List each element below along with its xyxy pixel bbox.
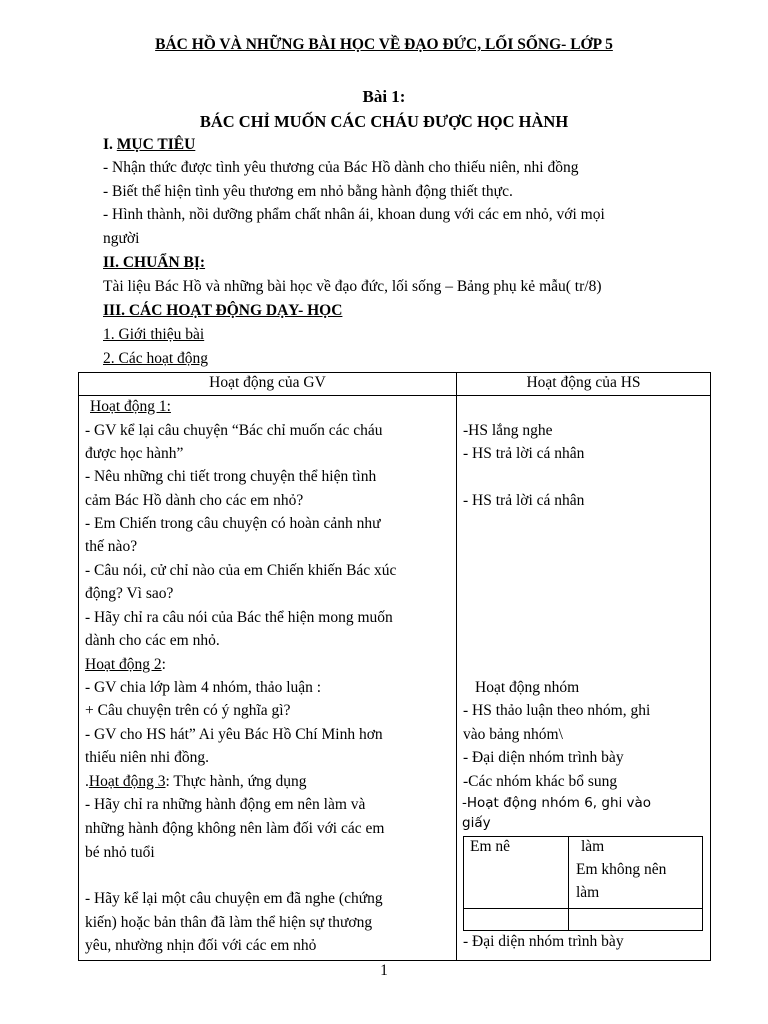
hs-line: - HS trả lời cá nhân xyxy=(463,492,585,509)
gv-line: + Câu chuyện trên có ý nghĩa gì? xyxy=(85,702,291,719)
inner-cell-should: Em nê xyxy=(470,838,511,855)
gv-line: những hành động không nên làm đối với các em xyxy=(85,820,385,837)
gv-line: yêu, nhường nhịn đối với các em nhỏ xyxy=(85,937,317,954)
section2-heading: II. CHUẨN BỊ: xyxy=(103,254,206,271)
gv-line: - GV chia lớp làm 4 nhóm, thảo luận : xyxy=(85,679,322,696)
hs-line: - HS trả lời cá nhân xyxy=(463,445,585,462)
activity-2-colon: : xyxy=(161,656,166,673)
page-number: 1 xyxy=(380,962,388,979)
table-border-bottom xyxy=(78,960,711,961)
hs-line: giấy xyxy=(462,815,491,831)
section2-text: Tài liệu Bác Hồ và những bài học về đạo đức, lối sống – Bảng phụ kẻ mẫu( tr/8) xyxy=(103,278,602,295)
gv-line: - GV kể lại câu chuyện “Bác chỉ muốn các cháu xyxy=(85,422,383,439)
objective-item: người xyxy=(103,230,140,247)
section3-heading: III. CÁC HOẠT ĐỘNG DẠY- HỌC xyxy=(103,302,343,319)
hs-line: - Đại diện nhóm trình bày xyxy=(463,749,624,766)
gv-line: kiến) hoặc bản thân đã làm thể hiện sự thương xyxy=(85,914,373,931)
inner-cell-line: làm xyxy=(576,884,600,901)
gv-line: động? Vì sao? xyxy=(85,585,174,602)
table-border-top xyxy=(78,372,711,373)
gv-line: - Hãy chỉ ra những hành động em nên làm và xyxy=(85,796,366,813)
activity-3-label: Hoạt động 3 xyxy=(88,773,166,790)
gv-line: - GV cho HS hát” Ai yêu Bác Hồ Chí Minh hơn xyxy=(85,726,383,743)
activity-2-label: Hoạt động 2 xyxy=(85,656,162,673)
inner-cell-line: Em không nên xyxy=(576,861,667,878)
gv-line: thế nào? xyxy=(85,538,138,555)
hs-line: Hoạt động nhóm xyxy=(475,679,580,696)
table-border-right xyxy=(710,372,711,961)
gv-line: cảm Bác Hồ dành cho các em nhỏ? xyxy=(85,492,304,509)
objective-item: - Nhận thức được tình yêu thương của Bác Hồ dành cho thiếu niên, nhi đồng xyxy=(103,159,579,176)
table-column-divider xyxy=(456,372,457,961)
inner-table-top xyxy=(463,836,703,837)
inner-table-bottom xyxy=(463,930,703,931)
inner-table-middle xyxy=(463,908,703,909)
activity-1-title: Hoạt động 1: xyxy=(90,398,171,415)
objective-item: - Hình thành, nồi dưỡng phẩm chất nhân ái, khoan dung với các em nhỏ, với mọi xyxy=(103,206,605,223)
section3-sub1: 1. Giới thiệu bài xyxy=(103,326,205,343)
section3-sub2: 2. Các hoạt động xyxy=(103,350,209,367)
activity-3-title xyxy=(85,773,306,791)
gv-line: - Hãy chỉ ra câu nói của Bác thể hiện mong muốn xyxy=(85,609,393,626)
inner-table-divider xyxy=(568,836,569,931)
objective-item: - Biết thể hiện tình yêu thương em nhỏ bằng hành động thiết thực. xyxy=(103,183,513,200)
activity-3-prefix: . xyxy=(85,773,89,790)
inner-table-right xyxy=(702,836,703,931)
lesson-number: Bài 1: xyxy=(362,87,406,106)
column-header-gv: Hoạt động của GV xyxy=(209,374,326,391)
section1-prefix: I. xyxy=(103,136,117,153)
gv-line: - Nêu những chi tiết trong chuyện thể hiện tình xyxy=(85,468,377,485)
inner-table-left xyxy=(463,836,464,931)
gv-line: bé nhỏ tuổi xyxy=(85,844,155,861)
section1-heading xyxy=(103,136,195,154)
hs-line: vào bảng nhóm\ xyxy=(463,726,563,743)
hs-line: - Đại diện nhóm trình bày xyxy=(463,933,624,950)
gv-line: - Câu nói, cử chỉ nào của em Chiến khiến Bác xúc xyxy=(85,562,397,579)
gv-line: dành cho các em nhỏ. xyxy=(85,632,220,649)
table-border-left xyxy=(78,372,79,961)
hs-line: -Các nhóm khác bổ sung xyxy=(463,773,618,790)
course-title: BÁC HỒ VÀ NHỮNG BÀI HỌC VỀ ĐẠO ĐỨC, LỐI SỐNG- LỚP 5 xyxy=(155,36,613,53)
activity-3-desc: : Thực hành, ứng dụng xyxy=(165,773,307,790)
hs-line: -Hoạt động nhóm 6, ghi vào xyxy=(462,795,652,811)
section1-title: MỤC TIÊU xyxy=(116,136,196,153)
gv-line: được học hành” xyxy=(85,445,184,462)
activity-2-title xyxy=(85,656,166,674)
gv-line: - Hãy kể lại một câu chuyện em đã nghe (chứng xyxy=(85,890,383,907)
hs-line: -HS lắng nghe xyxy=(463,422,553,439)
gv-line: - Em Chiến trong câu chuyện có hoàn cảnh như xyxy=(85,515,381,532)
inner-cell-line: làm xyxy=(581,838,605,855)
lesson-title: BÁC CHỈ MUỐN CÁC CHÁU ĐƯỢC HỌC HÀNH xyxy=(199,112,569,131)
hs-line: - HS thảo luận theo nhóm, ghi xyxy=(463,702,651,719)
table-header-divider xyxy=(78,395,711,396)
gv-line: thiếu niên nhi đồng. xyxy=(85,749,209,766)
column-header-hs: Hoạt động của HS xyxy=(526,374,641,391)
